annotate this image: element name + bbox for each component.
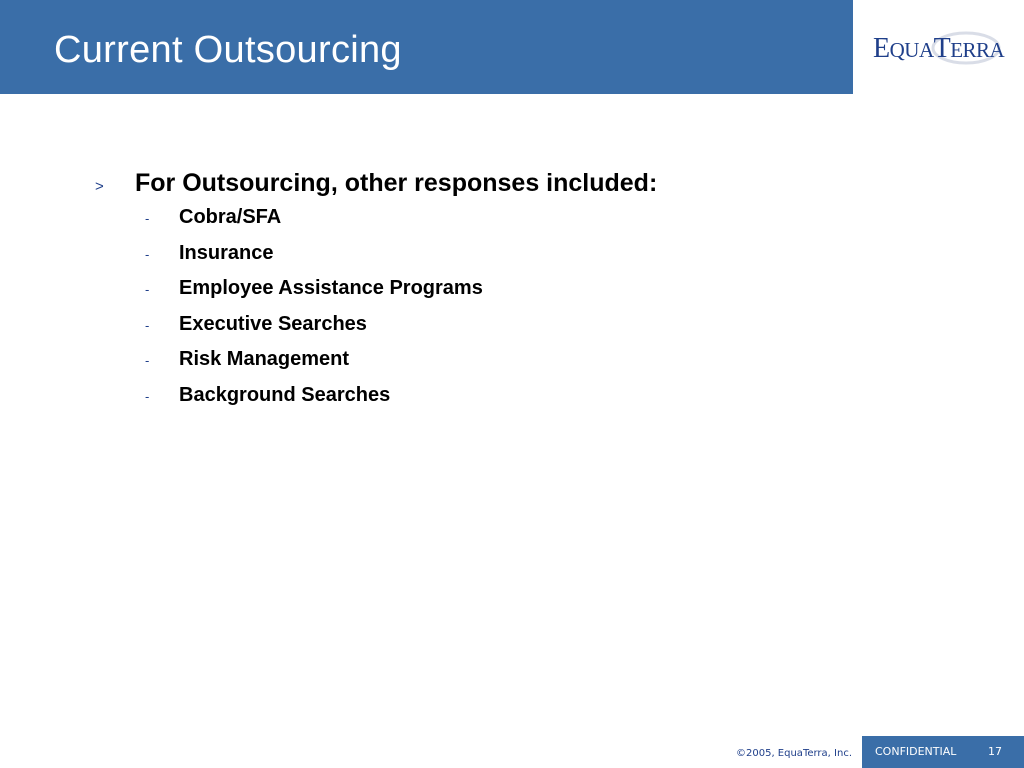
confidential-label: CONFIDENTIAL [875, 745, 957, 758]
dash-bullet-icon: - [145, 282, 150, 297]
title-bar [0, 0, 853, 94]
main-bullet [95, 166, 895, 200]
logo-text [873, 32, 1004, 67]
sub-bullet-text: Employee Assistance Programs [179, 277, 483, 299]
sub-bullet-item [95, 311, 895, 347]
slide-body [95, 166, 895, 417]
logo-letter-e: E [873, 33, 890, 64]
sub-bullet-text: Background Searches [179, 383, 391, 406]
dash-bullet-icon: - [145, 246, 150, 262]
footer [0, 736, 1024, 768]
dash-bullet-icon: - [145, 388, 150, 404]
dash-bullet-icon: - [145, 353, 150, 368]
logo-letters-erra: ERRA [950, 38, 1005, 62]
sub-bullet-text: Executive Searches [179, 312, 367, 335]
page-number: 17 [988, 745, 1002, 758]
sub-bullet-item [95, 275, 895, 311]
sub-bullet-text: Risk Management [179, 348, 350, 370]
slide-title: Current Outsourcing [54, 29, 402, 71]
logo-letter-t: T [933, 33, 951, 64]
main-bullet-text: For Outsourcing, other responses included: [135, 169, 658, 197]
sub-bullet-item [95, 204, 895, 240]
bullet-arrow-icon: > [95, 178, 104, 195]
logo-letters-qua: QUA [889, 38, 934, 62]
copyright-text: ©2005, EquaTerra, Inc. [736, 748, 852, 759]
sub-bullet-item [95, 240, 895, 276]
sub-bullet-item [95, 382, 895, 418]
dash-bullet-icon: - [145, 211, 150, 226]
sub-bullet-list [95, 204, 895, 417]
logo [853, 0, 1024, 94]
dash-bullet-icon: - [145, 317, 150, 333]
sub-bullet-text: Cobra/SFA [179, 206, 282, 228]
confidential-box [862, 736, 1024, 768]
sub-bullet-item [95, 346, 895, 382]
sub-bullet-text: Insurance [179, 241, 274, 264]
